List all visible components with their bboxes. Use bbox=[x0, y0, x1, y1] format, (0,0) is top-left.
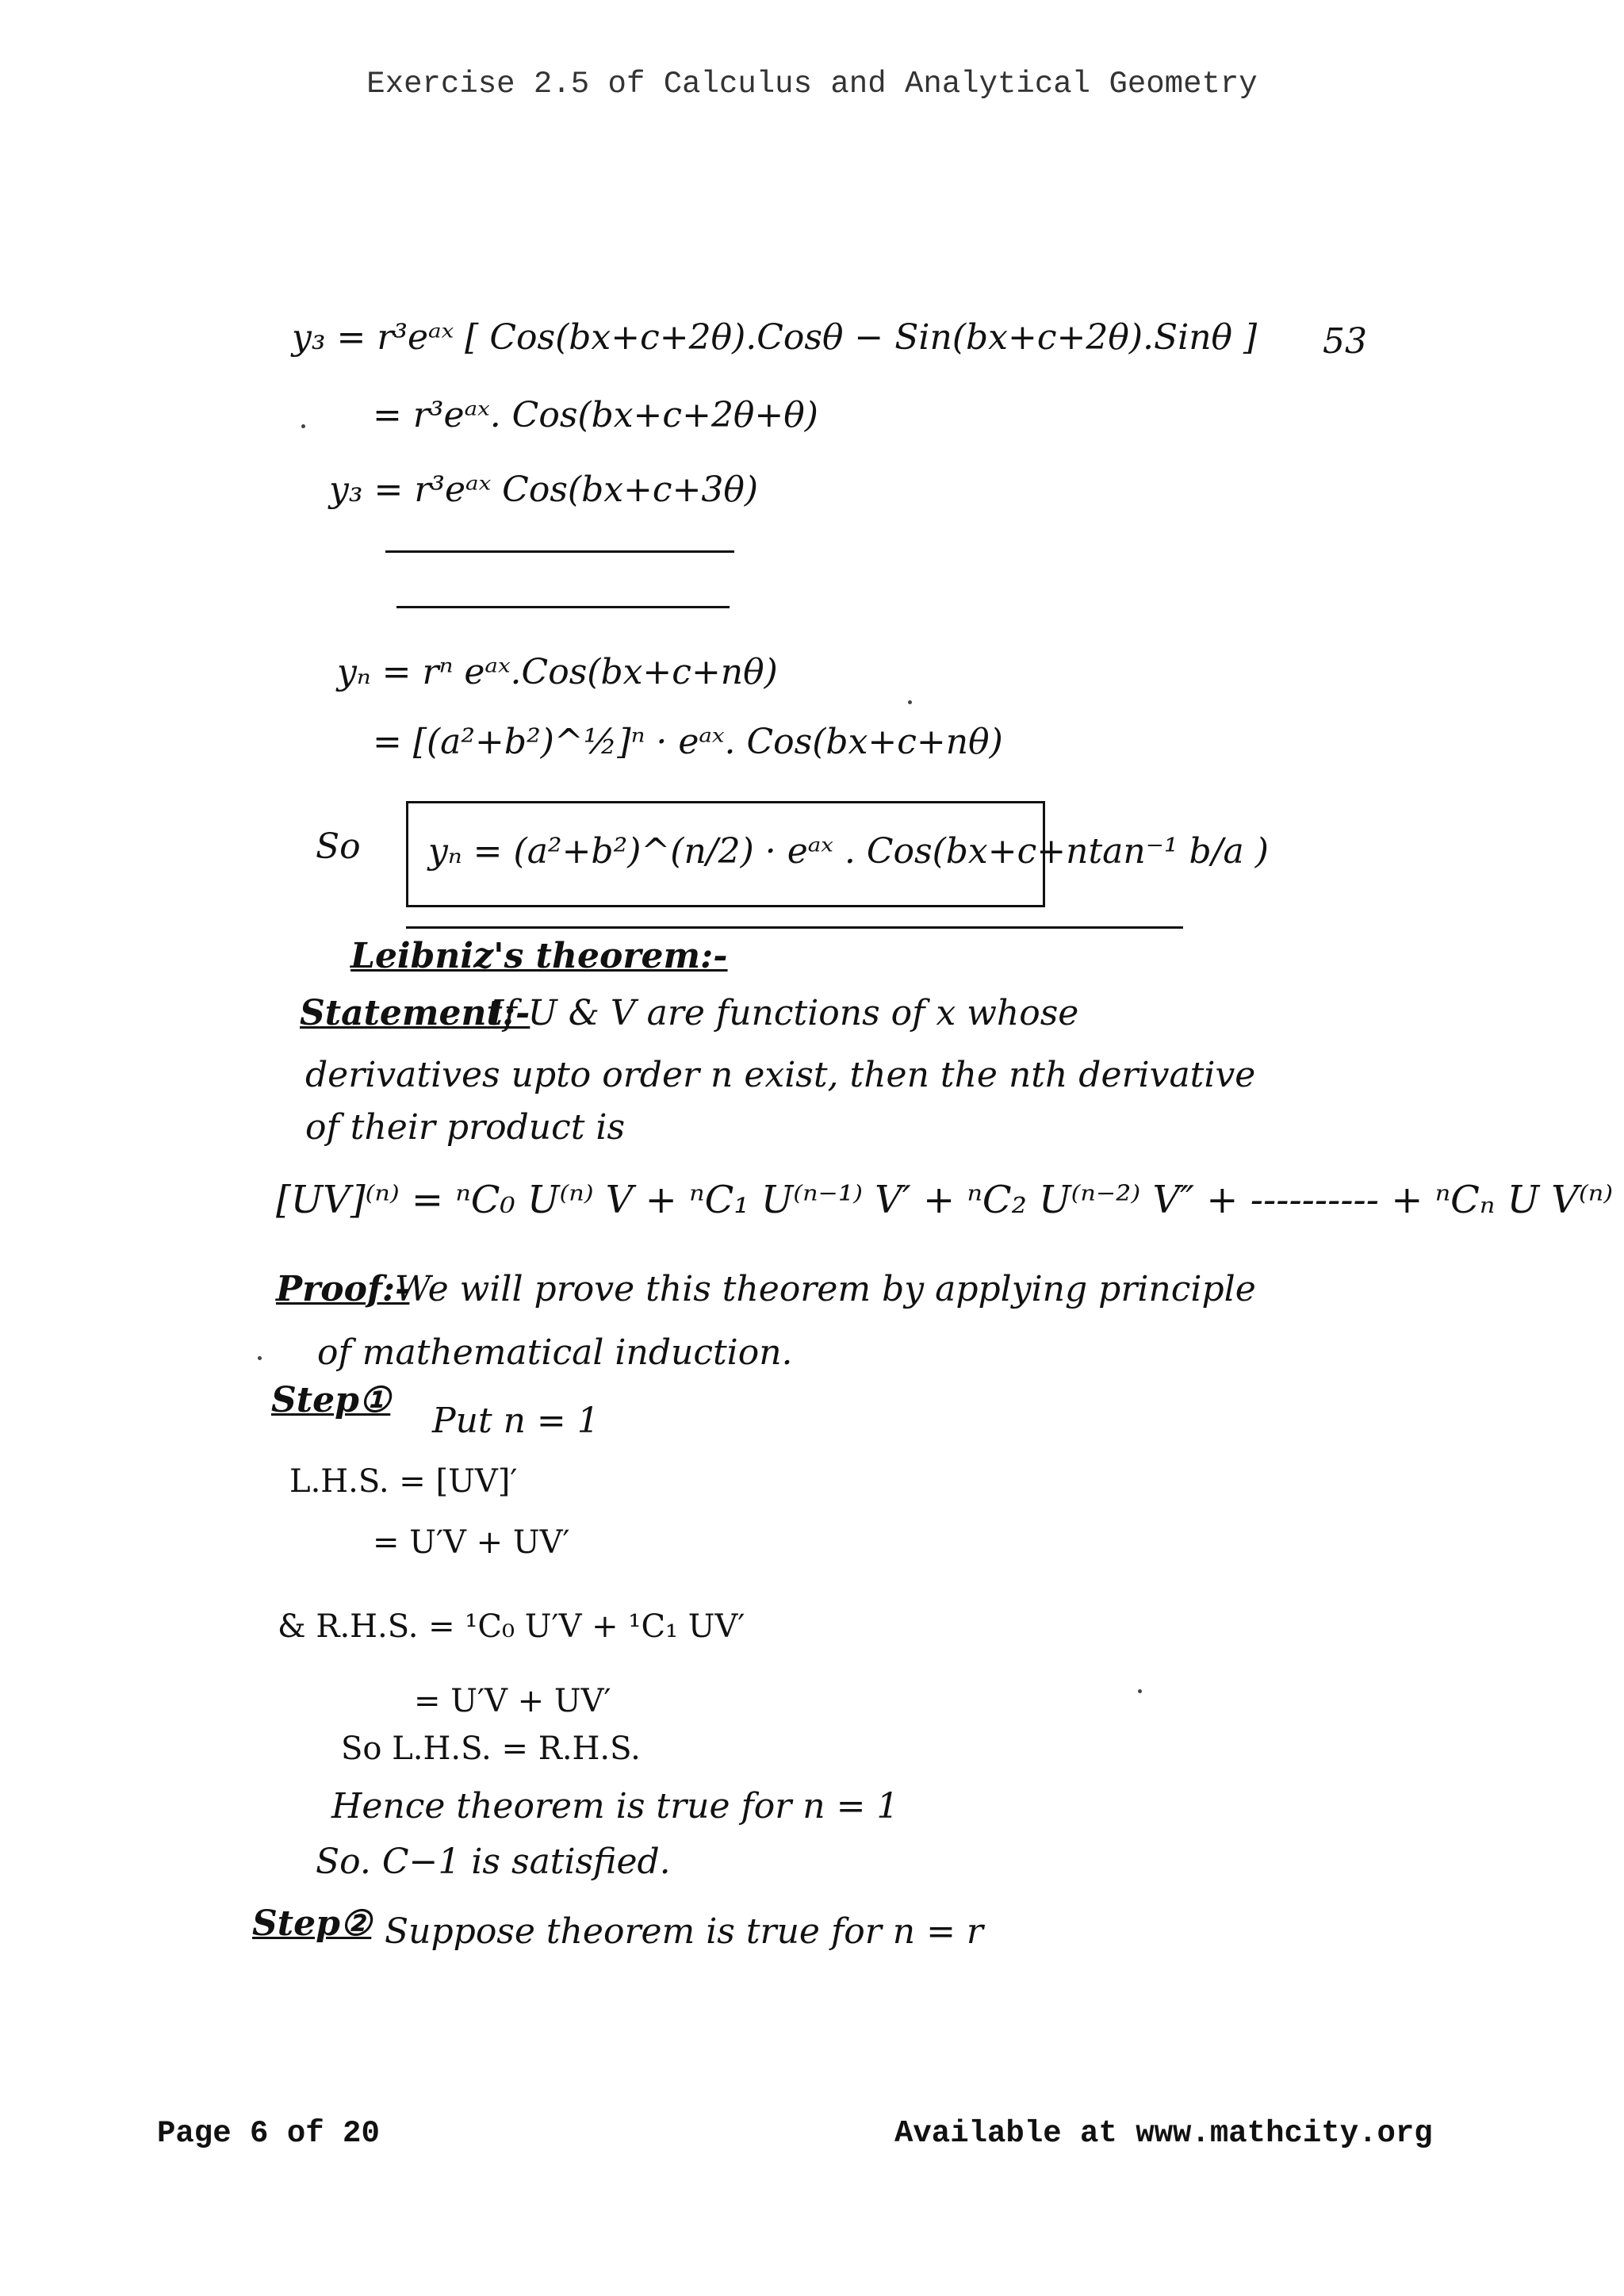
scan-speck bbox=[301, 424, 305, 428]
yn-final-formula: yₙ = (a²+b²)^(n/2) · eᵃˣ . Cos(bx+c+ntan⁻¹ b/a ) bbox=[428, 831, 1269, 872]
step-1-label: Step① bbox=[271, 1380, 391, 1420]
footer-source: Available at www.mathcity.org bbox=[894, 2116, 1433, 2151]
y3-line-3: y₃ = r³eᵃˣ Cos(bx+c+3θ) bbox=[329, 470, 759, 510]
step-1-put: Put n = 1 bbox=[432, 1401, 599, 1441]
proof-label: Proof:- bbox=[276, 1269, 410, 1309]
document-header-title: Exercise 2.5 of Calculus and Analytical Geometry bbox=[366, 67, 1258, 102]
result-underline bbox=[406, 926, 1183, 929]
divider-rule-2 bbox=[396, 606, 730, 608]
statement-line-3: of their product is bbox=[305, 1107, 626, 1148]
scan-speck bbox=[908, 700, 912, 704]
rhs-line-2: = U′V + UV′ bbox=[414, 1683, 611, 1719]
step-2-text: Suppose theorem is true for n = r bbox=[385, 1911, 983, 1952]
so-label: So bbox=[316, 826, 361, 867]
statement-line-2: derivatives upto order n exist, then the nth derivative bbox=[305, 1055, 1256, 1095]
y3-line-1: y₃ = r³eᵃˣ [ Cos(bx+c+2θ).Cosθ − Sin(bx+c+2θ).Sinθ ] bbox=[292, 317, 1258, 358]
y3-line-2: = r³eᵃˣ. Cos(bx+c+2θ+θ) bbox=[373, 395, 818, 435]
step-2-label: Step② bbox=[252, 1903, 372, 1944]
leibniz-formula: [UV]⁽ⁿ⁾ = ⁿC₀ U⁽ⁿ⁾ V + ⁿC₁ U⁽ⁿ⁻¹⁾ V′ + ⁿC₂ U⁽ⁿ⁻²⁾ V″ + ---------- + ⁿCₙ U V⁽ⁿ⁾ bbox=[276, 1178, 1613, 1222]
page-mark-53: 53 bbox=[1323, 321, 1367, 362]
yn-line-2: = [(a²+b²)^½]ⁿ · eᵃˣ. Cos(bx+c+nθ) bbox=[373, 722, 1003, 762]
satisfied-line: So. C−1 is satisfied. bbox=[316, 1842, 671, 1882]
scan-speck bbox=[258, 1356, 262, 1360]
proof-line-2: of mathematical induction. bbox=[317, 1332, 793, 1373]
proof-line-1: We will prove this theorem by applying principle bbox=[395, 1269, 1256, 1309]
lhs-equals-rhs: So L.H.S. = R.H.S. bbox=[341, 1731, 641, 1767]
lhs-line-1: L.H.S. = [UV]′ bbox=[289, 1463, 518, 1500]
yn-line-1: yₙ = rⁿ eᵃˣ.Cos(bx+c+nθ) bbox=[337, 652, 778, 692]
lhs-line-2: = U′V + UV′ bbox=[373, 1524, 570, 1561]
divider-rule-1 bbox=[385, 550, 734, 553]
statement-label: Statement:- bbox=[300, 993, 530, 1033]
statement-line-1: If U & V are functions of x whose bbox=[490, 993, 1079, 1033]
rhs-line-1: & R.H.S. = ¹C₀ U′V + ¹C₁ UV′ bbox=[278, 1608, 745, 1645]
footer-page-number: Page 6 of 20 bbox=[157, 2116, 380, 2151]
hence-line: Hence theorem is true for n = 1 bbox=[331, 1786, 899, 1826]
leibniz-title: Leibniz's theorem:- bbox=[350, 936, 728, 976]
scan-speck bbox=[1138, 1689, 1142, 1693]
